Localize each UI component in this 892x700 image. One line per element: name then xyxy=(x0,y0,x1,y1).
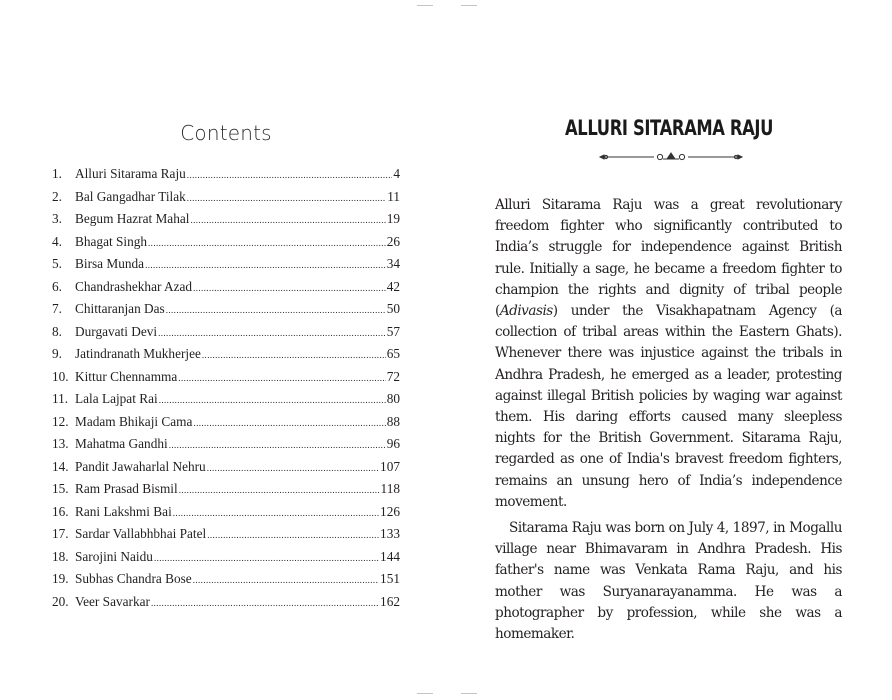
chapter-page xyxy=(446,0,892,700)
entry-number: 9. xyxy=(52,346,62,361)
entry-number: 1. xyxy=(52,166,62,181)
contents-entry[interactable] xyxy=(52,481,400,504)
dot-leader xyxy=(159,395,386,405)
entry-title: Mahatma Gandhi xyxy=(75,436,168,451)
dot-leader xyxy=(151,598,379,608)
dot-leader xyxy=(193,418,385,428)
entry-number: 14. xyxy=(52,458,69,474)
dot-leader xyxy=(169,440,386,450)
entry-page-number: 50 xyxy=(386,301,400,316)
entry-title: Begum Hazrat Mahal xyxy=(75,211,190,226)
contents-entry[interactable] xyxy=(52,549,400,572)
paragraph-intro-text-a: Alluri Sitarama Raju was a great revolutionary freedom fighter who significantly contributed to India’s struggle for independence against British rule. Initially a sage, he became a freedom fighter to champion the rights and dignity of tribal people ( xyxy=(495,197,842,320)
entry-page-number: 162 xyxy=(380,593,400,609)
entry-number: 5. xyxy=(52,256,62,271)
entry-number: 13. xyxy=(52,436,69,451)
entry-title: Subhas Chandra Bose xyxy=(75,571,192,586)
entry-number: 6. xyxy=(52,278,62,294)
contents-entry[interactable] xyxy=(52,504,400,527)
entry-page-number: 80 xyxy=(386,391,400,406)
contents-entry[interactable] xyxy=(52,436,400,459)
dot-leader xyxy=(207,463,379,473)
dot-leader xyxy=(207,530,379,540)
entry-title: Alluri Sitarama Raju xyxy=(75,166,186,181)
contents-entry[interactable] xyxy=(52,571,400,594)
entry-number: 8. xyxy=(52,323,62,339)
contents-entry[interactable] xyxy=(52,211,400,234)
entry-page-number: 34 xyxy=(386,256,400,271)
entry-title: Durgavati Devi xyxy=(75,323,158,339)
entry-title: Madam Bhikaji Cama xyxy=(75,413,193,429)
contents-entry[interactable] xyxy=(52,594,400,617)
entry-number: 16. xyxy=(52,503,69,519)
entry-number: 17. xyxy=(52,526,69,541)
entry-title: Ram Prasad Bismil xyxy=(75,481,178,496)
entry-title: Bal Gangadhar Tilak xyxy=(75,188,186,204)
entry-number: 19. xyxy=(52,571,69,586)
dot-leader xyxy=(158,328,386,338)
entry-page-number: 144 xyxy=(380,548,400,564)
entry-title: Rani Lakshmi Bai xyxy=(75,503,172,519)
entry-title: Birsa Munda xyxy=(75,256,145,271)
contents-entry[interactable] xyxy=(52,256,400,279)
contents-entry[interactable] xyxy=(52,234,400,257)
entry-number: 11. xyxy=(52,391,69,406)
contents-entry[interactable] xyxy=(52,391,400,414)
entry-page-number: 118 xyxy=(380,481,400,496)
entry-page-number: 19 xyxy=(386,211,400,226)
contents-entry[interactable] xyxy=(52,166,400,189)
entry-title: Sarojini Naidu xyxy=(75,548,153,564)
entry-title: Bhagat Singh xyxy=(75,233,148,249)
entry-title: Pandit Jawaharlal Nehru xyxy=(75,458,206,474)
entry-page-number: 88 xyxy=(386,413,400,429)
entry-number: 2. xyxy=(52,188,62,204)
contents-entry[interactable] xyxy=(52,301,400,324)
entry-page-number: 11 xyxy=(387,188,400,204)
paragraph-intro-text-b: ) under the Visakhapatnam Agency (a collection of tribal areas within the Eastern Ghats). Whenever there was injustice against the tribals in Andhra Pradesh, he emerged as a leader, protesting against illegal British policies by waging war against them. His daring efforts caused many sleepless nights for the British Government. Sitarama Raju, regarded as one of India's bravest freedom fighters, remains an unsung hero of India’s independence movement. xyxy=(495,303,842,510)
entry-title: Veer Savarkar xyxy=(75,593,150,609)
entry-title: Chittaranjan Das xyxy=(75,301,165,316)
contents-entry[interactable] xyxy=(52,346,400,369)
paragraph-intro xyxy=(495,195,842,513)
dot-leader xyxy=(202,350,386,360)
entry-title: Lala Lajpat Rai xyxy=(75,391,158,406)
dot-leader xyxy=(178,373,385,383)
dot-leader xyxy=(145,260,386,270)
chapter-title: ALLURI SITARAMA RAJU xyxy=(564,116,773,140)
dot-leader xyxy=(187,170,393,180)
entry-number: 20. xyxy=(52,593,69,609)
entry-page-number: 151 xyxy=(380,571,400,586)
entry-number: 12. xyxy=(52,413,69,429)
contents-list xyxy=(52,166,400,616)
entry-number: 15. xyxy=(52,481,69,496)
dot-leader xyxy=(193,575,379,585)
paragraph-birth: Sitarama Raju was born on July 4, 1897, in Mogallu village near Bhimavaram in Andhra Pradesh. His father's name was Venkata Rama Raju, and his mother was Suryanarayanamma. He was a photographer by profession, while she was a homemaker. xyxy=(495,520,842,643)
contents-entry[interactable] xyxy=(52,526,400,549)
entry-page-number: 96 xyxy=(386,436,400,451)
contents-entry[interactable] xyxy=(52,279,400,302)
dot-leader xyxy=(154,553,379,563)
entry-title: Sardar Vallabhbhai Patel xyxy=(75,526,207,541)
entry-number: 7. xyxy=(52,301,62,316)
dot-leader xyxy=(166,305,386,315)
dot-leader xyxy=(193,283,386,293)
contents-entry[interactable] xyxy=(52,414,400,437)
contents-entry[interactable] xyxy=(52,459,400,482)
entry-number: 4. xyxy=(52,233,62,249)
dot-leader xyxy=(173,508,379,518)
dot-leader xyxy=(179,485,380,495)
contents-heading: Contents xyxy=(180,121,272,145)
flourish-divider-icon xyxy=(598,150,744,164)
contents-entry[interactable] xyxy=(52,369,400,392)
dot-leader xyxy=(187,193,386,203)
dot-leader xyxy=(148,238,386,248)
entry-page-number: 72 xyxy=(386,368,400,384)
entry-page-number: 133 xyxy=(380,526,400,541)
dot-leader xyxy=(190,215,385,225)
entry-page-number: 42 xyxy=(386,278,400,294)
entry-page-number: 57 xyxy=(386,323,400,339)
adivasis-italic: Adivasis xyxy=(499,303,553,320)
contents-entry[interactable] xyxy=(52,324,400,347)
entry-title: Kittur Chennamma xyxy=(75,368,178,384)
entry-page-number: 65 xyxy=(386,346,400,361)
entry-page-number: 126 xyxy=(380,503,400,519)
entry-page-number: 4 xyxy=(393,166,400,181)
entry-title: Jatindranath Mukherjee xyxy=(75,346,201,361)
entry-number: 3. xyxy=(52,211,62,226)
entry-page-number: 26 xyxy=(386,233,400,249)
entry-title: Chandrashekhar Azad xyxy=(75,278,193,294)
entry-page-number: 107 xyxy=(380,458,400,474)
chapter-body xyxy=(495,195,842,645)
entry-number: 10. xyxy=(52,368,69,384)
contents-entry[interactable] xyxy=(52,189,400,212)
entry-number: 18. xyxy=(52,548,69,564)
